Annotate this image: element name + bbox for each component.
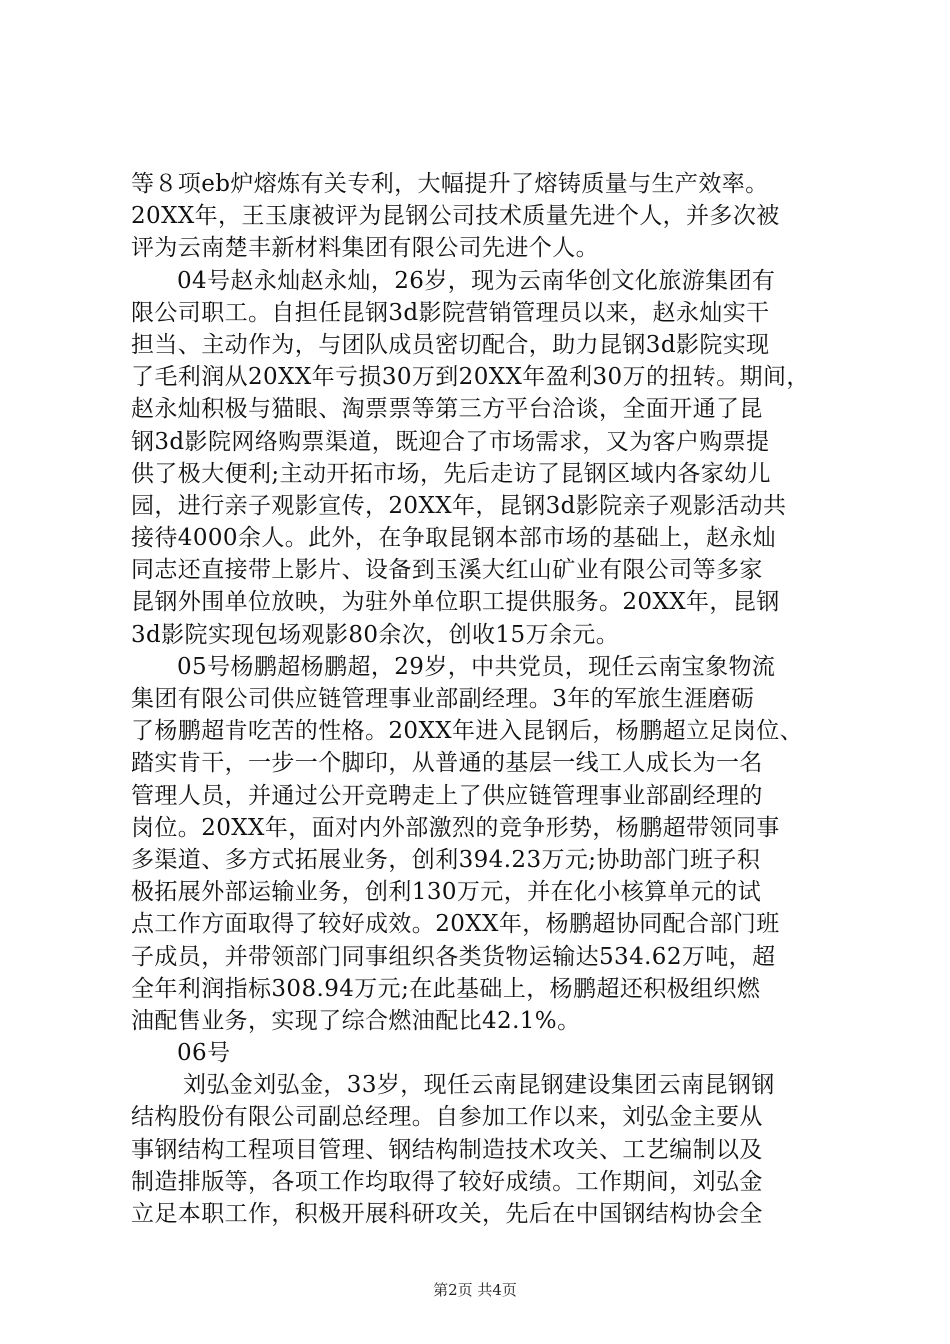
text-line: 集团有限公司供应链管理事业部副经理。3年的军旅生涯磨砺: [131, 686, 755, 712]
text-line: 岗位。20XX年，面对内外部激烈的竞争形势，杨鹏超带领同事: [131, 814, 780, 841]
text-line: 3d影院实现包场观影80余次，创收15万余元。: [131, 621, 620, 648]
text-line: 接待4000余人。此外，在争取昆钢本部市场的基础上，赵永灿: [131, 525, 777, 552]
text-line: 事钢结构工程项目管理、钢结构制造技术攻关、工艺编制以及: [131, 1136, 763, 1163]
text-line: 制造排版等，各项工作均取得了较好成绩。工作期间，刘弘金: [131, 1168, 763, 1195]
text-line: 同志还直接带上影片、设备到玉溪大红山矿业有限公司等多家: [131, 557, 763, 584]
text-line: 06号: [177, 1040, 231, 1067]
text-line: 评为云南楚丰新材料集团有限公司先进个人。: [131, 235, 599, 262]
text-line: 极拓展外部运输业务，创利130万元，并在化小核算单元的试: [131, 879, 762, 906]
text-line: 供了极大便利;主动开拓市场，先后走访了昆钢区域内各家幼儿: [131, 460, 771, 487]
text-line: 等８项eb炉熔炼有关专利，大幅提升了熔铸质量与生产效率。: [131, 171, 769, 197]
text-line: 钢3d影院网络购票渠道，既迎合了市场需求，又为客户购票提: [131, 428, 770, 455]
page-footer: 第2页 共4页: [433, 1281, 517, 1299]
text-line: 管理人员，并通过公开竞聘走上了供应链管理事业部副经理的: [131, 782, 763, 809]
text-line: 园，进行亲子观影宣传，20XX年，昆钢3d影院亲子观影活动共: [131, 492, 787, 519]
text-line: 子成员，并带领部门同事组织各类货物运输达534.62万吨，超: [131, 943, 776, 970]
text-line: 05号杨鹏超杨鹏超，29岁，中共党员，现任云南宝象物流: [177, 653, 776, 680]
text-line: 立足本职工作，积极开展科研攻关，先后在中国钢结构协会全: [131, 1201, 763, 1227]
text-line: 踏实肯干，一步一个脚印，从普通的基层一线工人成长为一名: [131, 750, 763, 777]
text-line: 限公司职工。自担任昆钢3d影院营销管理员以来，赵永灿实干: [131, 299, 770, 326]
text-line: 多渠道、多方式拓展业务，创利394.23万元;协助部门班子积: [131, 846, 761, 873]
document-body: [131, 168, 831, 1230]
text-line: 刘弘金刘弘金，33岁，现任云南昆钢建设集团云南昆钢钢: [183, 1072, 775, 1099]
text-line: 担当、主动作为，与团队成员密切配合，助力昆钢3d影院实现: [131, 331, 770, 358]
text-line: 昆钢外围单位放映，为驻外单位职工提供服务。20XX年，昆钢: [131, 589, 780, 616]
text-line: 20XX年，王玉康被评为昆钢公司技术质量先进个人，并多次被: [131, 203, 780, 230]
text-line: 全年利润指标308.94万元;在此基础上，杨鹏超还积极组织燃: [131, 975, 761, 1002]
text-line: 结构股份有限公司副总经理。自参加工作以来，刘弘金主要从: [131, 1104, 763, 1131]
text-line: 赵永灿积极与猫眼、淘票票等第三方平台洽谈，全面开通了昆: [131, 396, 763, 423]
text-line: 点工作方面取得了较好成效。20XX年，杨鹏超协同配合部门班: [131, 911, 780, 938]
text-line: 油配售业务，实现了综合燃油配比42.1%。: [131, 1007, 581, 1034]
text-line: 04号赵永灿赵永灿，26岁，现为云南华创文化旅游集团有: [177, 267, 776, 294]
text-line: 了杨鹏超肯吃苦的性格。20XX年进入昆钢后，杨鹏超立足岗位、: [131, 718, 804, 745]
text-line: 了毛利润从20XX年亏损30万到20XX年盈利30万的扭转。期间，: [131, 364, 810, 391]
